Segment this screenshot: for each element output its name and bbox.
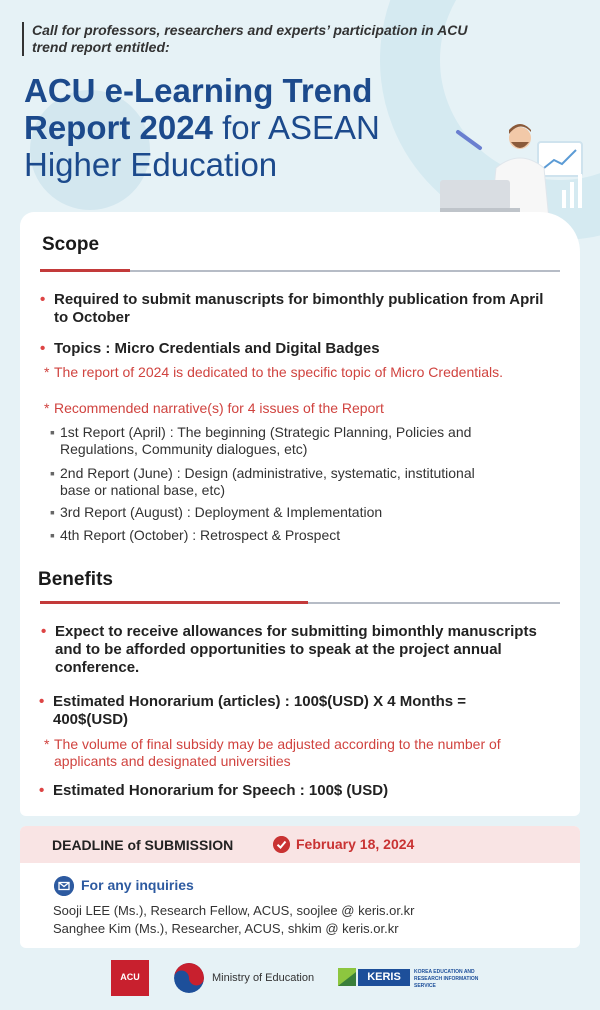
footer-logos [0,958,600,998]
inquiries-label: For any inquiries [81,877,194,893]
benefit-note: * The volume of final subsidy may be adjusted according to the number of applicants and designated universities [44,736,501,769]
mail-icon [54,876,74,896]
report-item: ▪ 1st Report (April) : The beginning (Strategic Planning, Policies and Regulations, Community dialogues, etc) [50,424,472,457]
benefit-item: • Expect to receive allowances for submitting bimonthly manuscripts and to be afforded opportunities to speak at the project annual conference. [41,623,537,676]
deadline-label: DEADLINE of SUBMISSION [52,837,234,853]
keris-mark-icon [338,968,356,986]
title-bold: ACU e-Learning Trend Report 2024 [24,72,373,146]
scope-title: Scope [42,234,100,255]
keris-logo: KERIS [358,969,410,986]
acu-logo: ACU [111,960,149,996]
scope-divider [40,270,560,272]
benefits-title: Benefits [38,569,113,590]
page-title [24,72,454,183]
benefit-item: • Estimated Honorarium for Speech : 100$ (USD) [39,782,389,799]
report-item: ▪ 3rd Report (August) : Deployment & Implementation [50,504,383,520]
benefits-divider [40,602,560,604]
keris-subtitle: KOREA EDUCATION AND RESEARCH INFORMATION SERVICE [414,969,479,989]
scope-item: • Topics : Micro Credentials and Digital Badges [40,340,380,357]
main-card [20,212,580,816]
title-rest: for ASEAN Higher Education [24,109,380,183]
intro-text: Call for professors, researchers and experts’ participation in ACU trend report entitled: [22,22,502,56]
scope-note: * The report of 2024 is dedicated to the specific topic of Micro Credentials. [44,364,504,380]
check-icon [273,836,290,853]
deadline-date: February 18, 2024 [296,836,415,852]
report-item: ▪ 2nd Report (June) : Design (administrative, systematic, institutional base or national base, etc) [50,465,475,498]
contact-line: Sanghee Kim (Ms.), Researcher, ACUS, shkim @ keris.or.kr [53,921,399,936]
scope-item: • Required to submit manuscripts for bimonthly publication from April to October [40,291,544,326]
taegeuk-icon [174,963,204,993]
ministry-logo-text: Ministry of Education [212,972,315,984]
benefit-item: • Estimated Honorarium (articles) : 100$(USD) X 4 Months = 400$(USD) [39,693,467,728]
scope-note: * Recommended narrative(s) for 4 issues of the Report [44,400,384,416]
contact-line: Sooji LEE (Ms.), Research Fellow, ACUS, soojlee @ keris.or.kr [53,903,415,918]
deadline-panel [20,826,580,948]
header [22,22,502,56]
report-item: ▪ 4th Report (October) : Retrospect & Prospect [50,527,341,543]
